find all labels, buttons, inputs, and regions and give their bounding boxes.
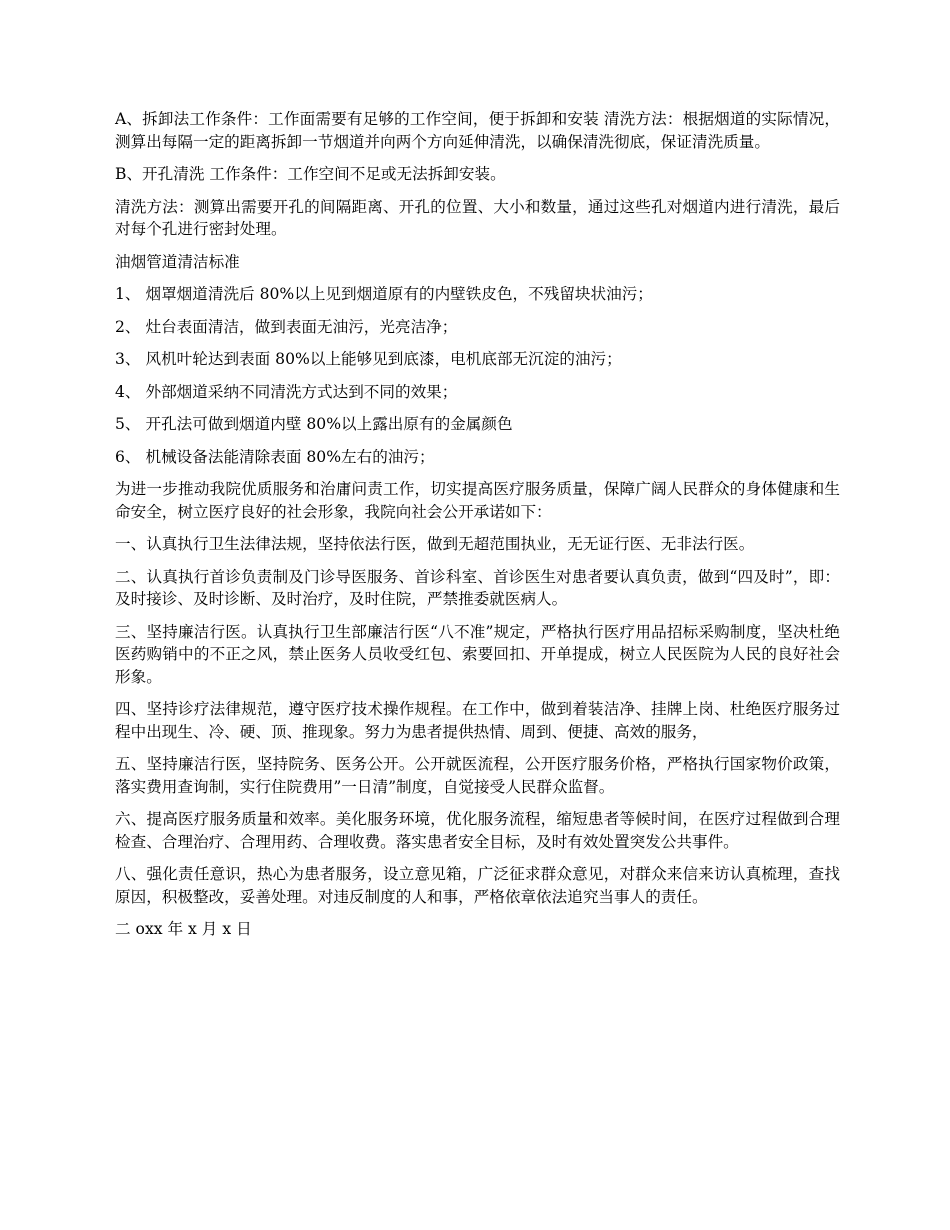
paragraph-drill-method: B、开孔清洗 工作条件：工作空间不足或无法拆卸安装。 — [115, 165, 506, 183]
paragraph-cleaning-method: 清洗方法：测算出需要开孔的间隔距离、开孔的位置、大小和数量，通过这些孔对烟道内进行清洗，最后对每个孔进行密封处理。 — [115, 197, 840, 238]
document-body — [115, 108, 840, 951]
paragraph-hospital-pledge-intro: 为进一步推动我院优质服务和治庸问责工作，切实提高医疗服务质量，保障广阔人民群众的身体健康和生命安全，树立医疗良好的社会形象，我院向社会公开承诺如下： — [115, 480, 840, 521]
standard-item-5: 5、 开孔法可做到烟道内壁 80%以上露出原有的金属颜色 — [115, 415, 513, 433]
pledge-item-2: 二、认真执行首诊负责制及门诊导医服务、首诊科室、首诊医生对患者要认真负责，做到“四及时”，即：及时接诊、及时诊断、及时治疗，及时住院，严禁推委就医病人。 — [115, 567, 840, 608]
standard-item-4: 4、 外部烟道采纳不同清洗方式达到不同的效果； — [115, 382, 458, 401]
pledge-item-6: 六、提高医疗服务质量和效率。美化服务环境，优化服务流程，缩短患者等候时间，在医疗过程做到合理检查、合理治疗、合理用药、合理收费。落实患者安全目标，及时有效处置突发公共事件。 — [115, 810, 840, 851]
pledge-item-8: 八、强化责任意识，热心为患者服务，设立意见箱，广泛征求群众意见，对群众来信来访认真梳理，查找原因，积极整改，妥善处理。对违反制度的人和事，严格依章依法追究当事人的责任。 — [115, 865, 840, 906]
standard-item-1: 1、 烟罩烟道清洗后 80%以上见到烟道原有的内壁铁皮色，不残留块状油污； — [115, 285, 653, 303]
standard-item-3: 3、 风机叶轮达到表面 80%以上能够见到底漆，电机底部无沉淀的油污； — [115, 350, 622, 368]
paragraph-dismantle-method: A、拆卸法工作条件：工作面需要有足够的工作空间，便于拆卸和安装 清洗方法：根据烟道的实际情况，测算出每隔一定的距离拆卸一节烟道并向两个方向延伸清洗，以确保清洗彻底，保证清洗质量。 — [115, 110, 840, 151]
pledge-item-4: 四、坚持诊疗法律规范，遵守医疗技术操作规程。在工作中，做到着装洁净、挂牌上岗、杜绝医疗服务过程中出现生、冷、硬、顶、推现象。努力为患者提供热情、周到、便捷、高效的服务， — [115, 700, 840, 741]
standard-item-6: 6、 机械设备法能清除表面 80%左右的油污； — [115, 447, 435, 466]
standard-item-2: 2、 灶台表面清洁，做到表面无油污，光亮洁净； — [115, 317, 458, 336]
pledge-item-5: 五、坚持廉洁行医，坚持院务、医务公开。公开就医流程，公开医疗服务价格，严格执行国家物价政策，落实费用查询制，实行住院费用”一日清”制度，自觉接受人民群众监督。 — [115, 755, 840, 796]
section-heading-cleaning-standard: 油烟管道清洁标准 — [115, 252, 240, 271]
document-date: 二 oxx 年 x 月 x 日 — [115, 920, 252, 938]
pledge-item-1: 一、认真执行卫生法律法规，坚持依法行医，做到无超范围执业，无无证行医、无非法行医。 — [115, 535, 755, 553]
pledge-item-3: 三、坚持廉洁行医。认真执行卫生部廉洁行医“八不准”规定，严格执行医疗用品招标采购制度，坚决杜绝医药购销中的不正之风，禁止医务人员收受红包、索要回扣、开单提成，树立人民医院为人民的良好社会形象。 — [115, 622, 840, 686]
